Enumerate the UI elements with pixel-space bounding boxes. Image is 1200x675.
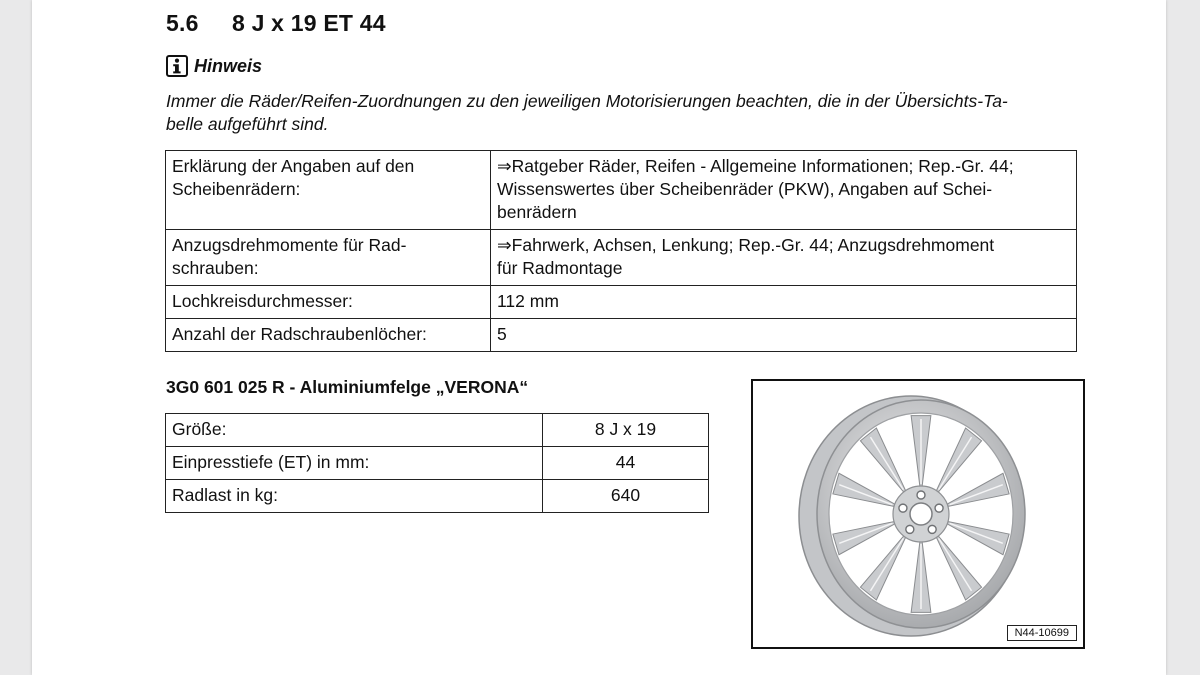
table-row (166, 286, 1077, 319)
rim-figure (751, 379, 1085, 649)
rim-spec-table (165, 413, 709, 513)
spec-value: 44 (543, 447, 709, 480)
document-page (32, 0, 1166, 675)
cell-line: Scheibenrädern: (172, 179, 301, 199)
section-title: 8 J x 19 ET 44 (232, 10, 386, 36)
rim-center-bore (910, 503, 932, 525)
table-row (166, 414, 709, 447)
cross-reference-link[interactable]: benrädern (497, 202, 577, 222)
cell-line: 112 mm (497, 291, 559, 311)
table-cell-value (491, 319, 1077, 352)
table-row (166, 319, 1077, 352)
note-text (166, 90, 1096, 136)
spec-label: Einpresstiefe (ET) in mm: (166, 447, 543, 480)
cell-line: Lochkreisdurchmesser: (172, 291, 353, 311)
note-line: belle aufgeführt sind. (166, 114, 329, 134)
spec-value: 8 J x 19 (543, 414, 709, 447)
rim-bolt-hole (917, 491, 925, 499)
info-icon (166, 55, 188, 77)
rim-bolt-hole (935, 504, 943, 512)
table-cell-label (166, 286, 491, 319)
wheel-info-table (165, 150, 1077, 352)
rim-illustration (753, 381, 1083, 647)
table-row (166, 151, 1077, 230)
cell-line: Erklärung der Angaben auf den (172, 156, 415, 176)
cross-reference-link[interactable]: Wissenswertes über Scheibenräder (PKW), Angaben auf Schei- (497, 179, 993, 199)
table-cell-label (166, 319, 491, 352)
cell-line: 5 (497, 324, 507, 344)
note-header (166, 53, 262, 79)
wheel-graphic (799, 396, 1025, 636)
table-row (166, 230, 1077, 286)
cross-reference-link[interactable]: ⇒Ratgeber Räder, Reifen - Allgemeine Informationen; Rep.-Gr. 44; (497, 156, 1014, 176)
table-cell-label (166, 230, 491, 286)
cell-line: Anzahl der Radschraubenlöcher: (172, 324, 427, 344)
spec-label: Größe: (166, 414, 543, 447)
table-cell-value[interactable] (491, 230, 1077, 286)
cross-reference-link[interactable]: für Radmontage (497, 258, 623, 278)
section-number: 5.6 (166, 10, 199, 36)
note-line: Immer die Räder/Reifen-Zuordnungen zu den jeweiligen Motorisierungen beachten, die in der Übersichts-Ta- (166, 91, 1008, 111)
table-cell-label (166, 151, 491, 230)
cell-line: schrauben: (172, 258, 259, 278)
rim-title: 3G0 601 025 R - Aluminiumfelge „VERONA“ (166, 377, 529, 397)
table-row (166, 447, 709, 480)
rim-bolt-hole (899, 504, 907, 512)
figure-reference: N44-10699 (1007, 625, 1077, 641)
rim-bolt-hole (928, 525, 936, 533)
spec-label: Radlast in kg: (166, 480, 543, 513)
spec-value: 640 (543, 480, 709, 513)
cell-line: Anzugsdrehmomente für Rad- (172, 235, 407, 255)
table-cell-value[interactable] (491, 151, 1077, 230)
table-row (166, 480, 709, 513)
rim-bolt-hole (906, 525, 914, 533)
table-cell-value (491, 286, 1077, 319)
section-heading (166, 10, 386, 37)
cross-reference-link[interactable]: ⇒Fahrwerk, Achsen, Lenkung; Rep.-Gr. 44; Anzugsdrehmoment (497, 235, 995, 255)
note-label: Hinweis (194, 55, 263, 76)
